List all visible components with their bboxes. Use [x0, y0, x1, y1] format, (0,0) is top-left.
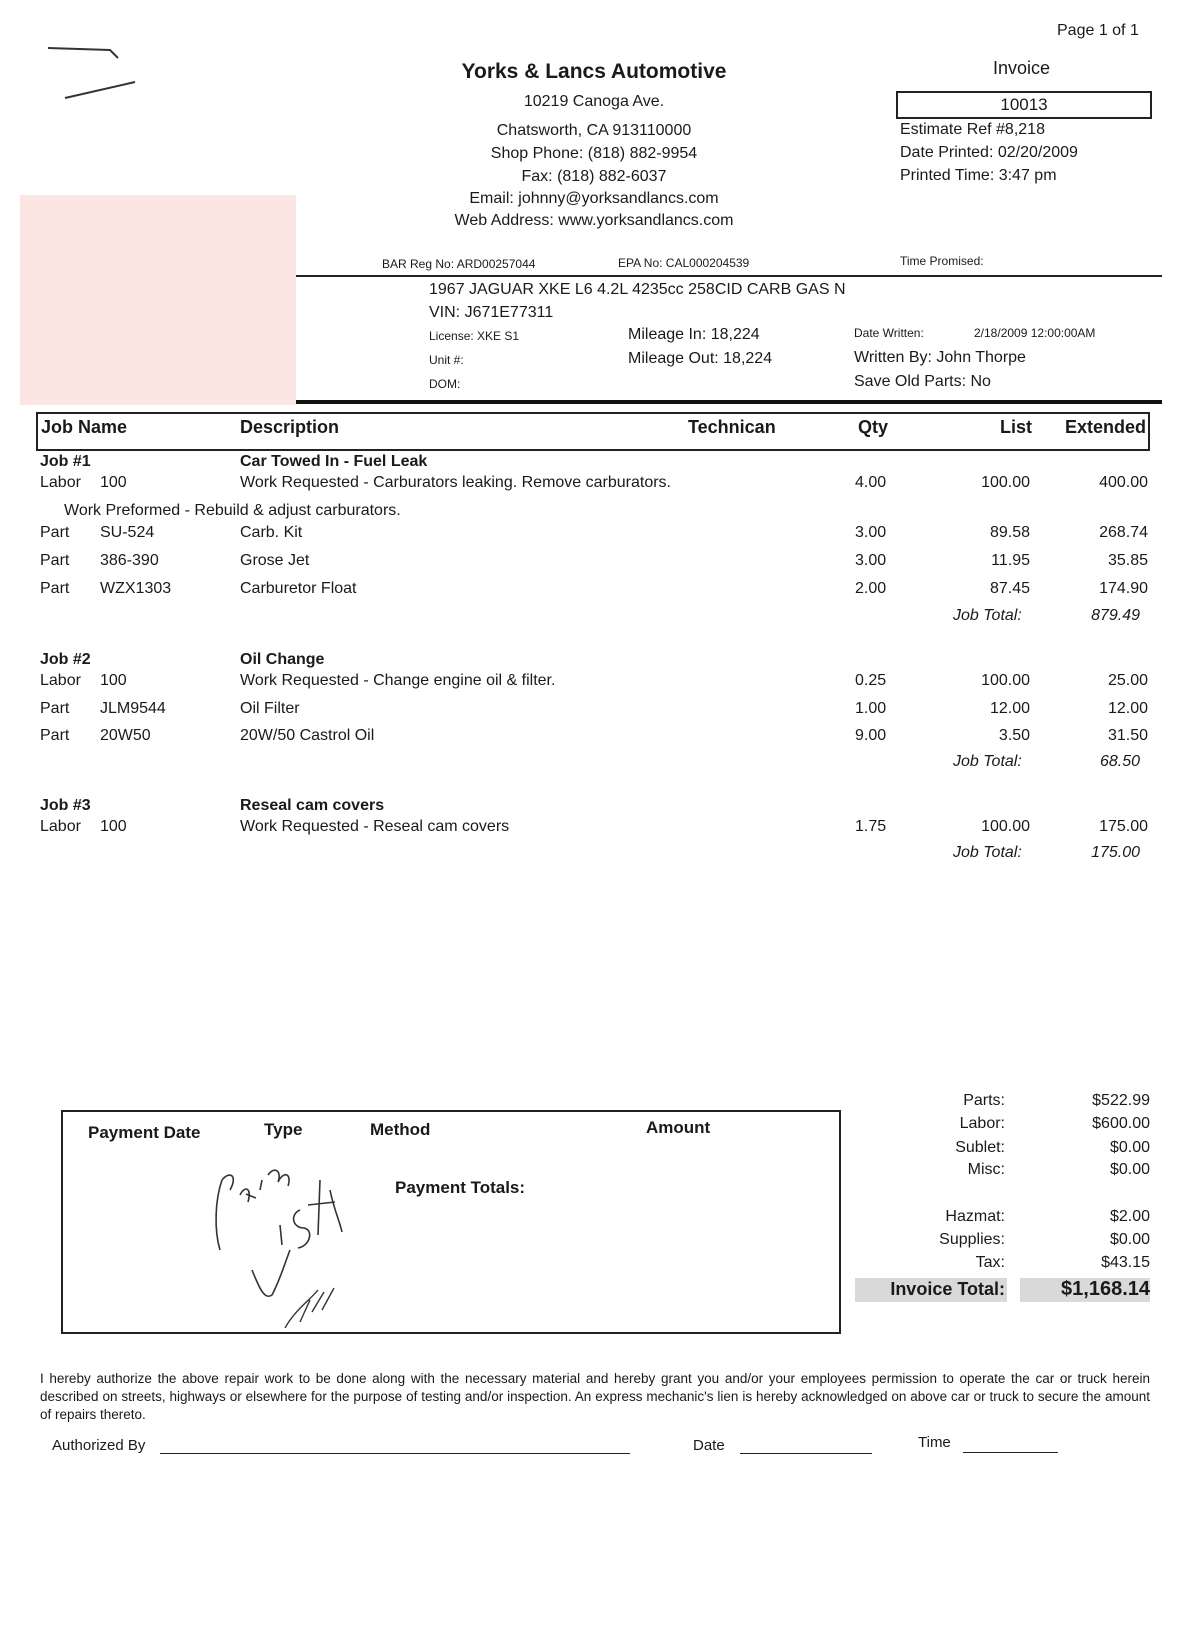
- vehicle-divider: [296, 400, 1162, 404]
- payment-date-header: Payment Date: [88, 1123, 201, 1142]
- line-extended: 268.74: [1099, 524, 1148, 541]
- line-description: Work Requested - Carburators leaking. Remove carburators.: [240, 474, 671, 491]
- hazmat-total: $2.00: [1109, 1208, 1150, 1225]
- line-code: WZX1303: [100, 580, 172, 597]
- header-divider: [296, 275, 1162, 277]
- bar-reg-no: BAR Reg No: ARD00257044: [382, 257, 536, 271]
- job-total-label: Job Total:: [953, 753, 1022, 770]
- col-qty: Qty: [858, 417, 889, 437]
- line-qty: 0.25: [855, 672, 887, 689]
- printed-time: Printed Time: 3:47 pm: [900, 167, 1057, 184]
- mileage-in: Mileage In: 18,224: [628, 326, 760, 343]
- line-type: Part: [40, 524, 70, 541]
- date-label: Date: [693, 1437, 725, 1454]
- line-extended: 175.00: [1099, 818, 1148, 835]
- tax-label: Tax:: [975, 1254, 1005, 1271]
- line-code: 100: [100, 474, 127, 491]
- line-qty: 9.00: [855, 727, 887, 744]
- job-total-label: Job Total:: [953, 607, 1022, 624]
- line-list: 100.00: [981, 672, 1030, 689]
- payment-amount-header: Amount: [646, 1118, 711, 1137]
- line-extended: 31.50: [1107, 727, 1148, 744]
- line-description: Work Requested - Change engine oil & filter.: [240, 672, 556, 689]
- line-code: 100: [100, 818, 127, 835]
- work-performed-note: Work Preformed - Rebuild & adjust carburators.: [64, 502, 401, 519]
- line-extended: 35.85: [1107, 552, 1148, 569]
- line-description: Oil Filter: [240, 700, 300, 717]
- date-printed: Date Printed: 02/20/2009: [900, 144, 1078, 161]
- time-line: [963, 1452, 1058, 1453]
- line-type: Labor: [40, 474, 81, 491]
- invoice-total-label: Invoice Total:: [890, 1279, 1005, 1299]
- time-label: Time: [918, 1434, 951, 1451]
- invoice-total: $1,168.14: [1061, 1278, 1150, 1300]
- tax-total: $43.15: [1101, 1254, 1150, 1271]
- col-extended: Extended: [1064, 417, 1146, 437]
- shop-name: Yorks & Lancs Automotive: [461, 60, 727, 83]
- shop-fax: Fax: (818) 882-6037: [521, 168, 667, 185]
- sublet-total: $0.00: [1109, 1139, 1150, 1156]
- col-description: Description: [240, 417, 340, 437]
- job-name: Reseal cam covers: [240, 797, 385, 814]
- line-type: Labor: [40, 818, 81, 835]
- shop-address-1: 10219 Canoga Ave.: [523, 93, 665, 110]
- job-title: Job #2: [40, 651, 91, 668]
- estimate-ref: Estimate Ref #8,218: [900, 121, 1045, 138]
- time-promised: Time Promised:: [900, 254, 984, 268]
- line-extended: 25.00: [1107, 672, 1148, 689]
- vehicle-dom: DOM:: [429, 377, 461, 391]
- line-extended: 12.00: [1107, 700, 1148, 717]
- page-number: Page 1 of 1: [1057, 22, 1139, 39]
- line-description: 20W/50 Castrol Oil: [240, 727, 375, 744]
- authorization-text: I hereby authorize the above repair work to be done along with the necessary material and hereby grant you and/or your employees permission to operate the car or truck herein described on streets, highways or elsewhere for the purpose of testing and/or inspection. An express mechanic's lien is hereby acknowledged on above car or truck to secure the amount of repairs thereto.: [40, 1371, 1150, 1422]
- line-list: 3.50: [998, 727, 1030, 744]
- misc-label: Misc:: [967, 1161, 1005, 1178]
- authorized-by-line: [160, 1453, 630, 1454]
- authorized-by-label: Authorized By: [52, 1437, 146, 1454]
- vehicle-description: 1967 JAGUAR XKE L6 4.2L 4235cc 258CID CARB GAS N: [429, 281, 846, 298]
- date-written: 2/18/2009 12:00:00AM: [974, 326, 1096, 340]
- mileage-out: Mileage Out: 18,224: [628, 350, 773, 367]
- parts-label: Parts:: [963, 1092, 1005, 1109]
- col-technician: Technican: [688, 417, 776, 437]
- line-description: Grose Jet: [240, 552, 310, 569]
- col-job-name: Job Name: [41, 417, 128, 437]
- line-type: Part: [40, 727, 70, 744]
- hazmat-label: Hazmat:: [945, 1208, 1005, 1225]
- line-type: Part: [40, 580, 70, 597]
- line-code: SU-524: [100, 524, 155, 541]
- line-description: Carburetor Float: [240, 580, 357, 597]
- shop-email: Email: johnny@yorksandlancs.com: [469, 190, 719, 207]
- line-qty: 1.75: [855, 818, 887, 835]
- line-qty: 2.00: [855, 580, 887, 597]
- payment-totals: Payment Totals:: [395, 1178, 526, 1197]
- line-type: Part: [40, 552, 70, 569]
- col-list: List: [999, 417, 1032, 437]
- redacted-customer-block: [20, 195, 296, 405]
- labor-label: Labor:: [959, 1115, 1005, 1132]
- sublet-label: Sublet:: [955, 1139, 1005, 1156]
- line-extended: 174.90: [1099, 580, 1148, 597]
- invoice-number: 10013: [896, 91, 1152, 119]
- job-total: 68.50: [1099, 753, 1140, 770]
- payment-type-header: Type: [264, 1120, 303, 1139]
- job-name: Oil Change: [240, 651, 325, 668]
- line-code: 386-390: [100, 552, 159, 569]
- job-title: Job #3: [40, 797, 91, 814]
- line-list: 87.45: [989, 580, 1030, 597]
- labor-total: $600.00: [1092, 1115, 1150, 1132]
- handwritten-signature: [200, 1150, 380, 1340]
- vehicle-unit: Unit #:: [429, 353, 464, 367]
- parts-total: $522.99: [1092, 1092, 1150, 1109]
- invoice-label: Invoice: [993, 58, 1051, 78]
- supplies-label: Supplies:: [939, 1231, 1005, 1248]
- line-qty: 3.00: [855, 552, 887, 569]
- shop-phone: Shop Phone: (818) 882-9954: [490, 145, 698, 162]
- line-code: 20W50: [100, 727, 151, 744]
- vehicle-vin: VIN: J671E77311: [429, 304, 554, 321]
- line-type: Labor: [40, 672, 81, 689]
- misc-total: $0.00: [1109, 1161, 1150, 1178]
- staple-mark: [40, 40, 150, 100]
- line-list: 100.00: [981, 818, 1030, 835]
- line-type: Part: [40, 700, 70, 717]
- save-old-parts: Save Old Parts: No: [854, 373, 991, 390]
- date-line: [740, 1453, 872, 1454]
- shop-address-2: Chatsworth, CA 913110000: [496, 122, 692, 139]
- line-code: JLM9544: [100, 700, 166, 717]
- job-total-label: Job Total:: [953, 844, 1022, 861]
- shop-web: Web Address: www.yorksandlancs.com: [454, 212, 734, 229]
- job-name: Car Towed In - Fuel Leak: [240, 453, 428, 470]
- date-written-label: Date Written:: [854, 326, 924, 340]
- supplies-total: $0.00: [1109, 1231, 1150, 1248]
- payment-method-header: Method: [370, 1120, 431, 1139]
- job-total: 175.00: [1091, 844, 1140, 861]
- line-description: Carb. Kit: [240, 524, 303, 541]
- epa-no: EPA No: CAL000204539: [618, 256, 750, 270]
- line-description: Work Requested - Reseal cam covers: [240, 818, 510, 835]
- line-qty: 3.00: [855, 524, 887, 541]
- line-list: 100.00: [981, 474, 1030, 491]
- line-list: 11.95: [991, 552, 1030, 569]
- job-total: 879.49: [1091, 607, 1140, 624]
- written-by: Written By: John Thorpe: [854, 349, 1026, 366]
- line-code: 100: [100, 672, 127, 689]
- payment-box: [61, 1110, 841, 1334]
- vehicle-license: License: XKE S1: [429, 329, 520, 343]
- line-qty: 1.00: [855, 700, 887, 717]
- line-qty: 4.00: [855, 474, 887, 491]
- job-title: Job #1: [40, 453, 91, 470]
- line-list: 12.00: [989, 700, 1030, 717]
- line-list: 89.58: [989, 524, 1030, 541]
- line-extended: 400.00: [1099, 474, 1148, 491]
